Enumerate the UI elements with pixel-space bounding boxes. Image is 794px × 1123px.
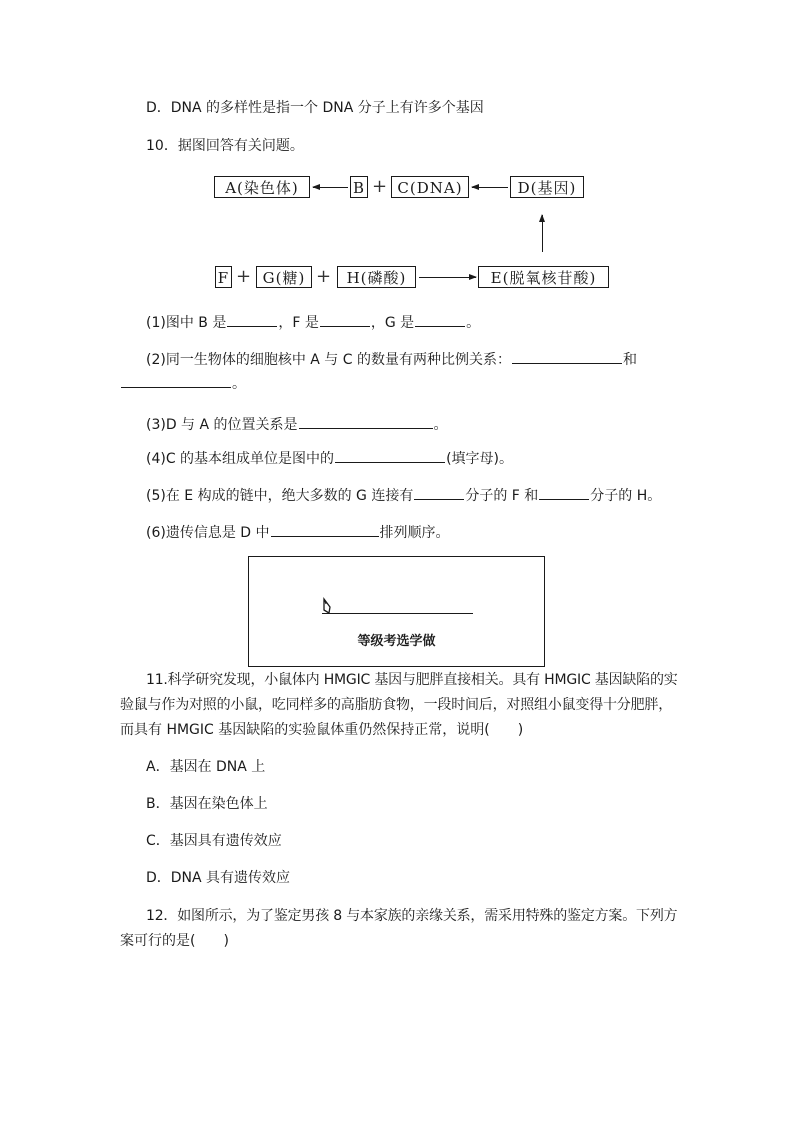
q10-sub2-cont bbox=[120, 372, 246, 394]
arrow-to-e bbox=[419, 277, 476, 278]
sub2-text-b: 和 bbox=[622, 352, 637, 368]
answer-blank-ratio2[interactable] bbox=[121, 372, 231, 388]
q10-sub3 bbox=[146, 413, 448, 435]
sub1-text-b: ，F 是 bbox=[278, 315, 319, 331]
q11-stem-line1: 11.科学研究发现，小鼠体内 HMGIC 基因与肥胖直接相关。具有 HMGIC 基因缺陷的实 bbox=[146, 672, 678, 688]
q10-sub2 bbox=[146, 348, 637, 370]
box-d-gene: D(基因) bbox=[510, 176, 584, 198]
sub2-text-c: 。 bbox=[232, 376, 246, 392]
q9-option-d[interactable]: D．DNA 的多样性是指一个 DNA 分子上有许多个基因 bbox=[146, 100, 484, 116]
answer-blank-sequence[interactable] bbox=[271, 521, 379, 537]
section-banner bbox=[248, 556, 545, 667]
q11-stem-line3: 而具有 HMGIC 基因缺陷的实验鼠体重仍然保持正常，说明( ) bbox=[120, 722, 524, 738]
q12-stem-line1: 12．如图所示，为了鉴定男孩 8 与本家族的亲缘关系，需采用特殊的鉴定方案。下列方 bbox=[146, 908, 678, 924]
q11-option-d[interactable]: D．DNA 具有遗传效应 bbox=[146, 870, 291, 886]
sub6-text-b: 排列顺序。 bbox=[379, 525, 450, 541]
box-b: B bbox=[350, 176, 368, 198]
sub1-text-d: 。 bbox=[466, 315, 481, 331]
q10-sub4 bbox=[146, 447, 513, 469]
arrow-b-to-a bbox=[313, 187, 348, 188]
sub4-text-b: (填字母)。 bbox=[446, 451, 513, 467]
box-h-phosphate: H(磷酸) bbox=[337, 266, 416, 288]
sub5-text-a: (5)在 E 构成的链中，绝大多数的 G 连接有 bbox=[146, 488, 414, 504]
box-f: F bbox=[215, 266, 232, 288]
sub1-text-c: ，G 是 bbox=[370, 315, 415, 331]
q11-stem-line2: 验鼠与作为对照的小鼠，吃同样多的高脂肪食物，一段时间后，对照组小鼠变得十分肥胖， bbox=[120, 697, 672, 713]
q10-sub6 bbox=[146, 521, 450, 543]
sub5-text-c: 分子的 H。 bbox=[590, 488, 662, 504]
arrow-e-to-d bbox=[542, 215, 543, 252]
pencil-icon bbox=[321, 597, 335, 619]
sub3-text-a: (3)D 与 A 的位置关系是 bbox=[146, 417, 298, 433]
q11-option-b[interactable]: B．基因在染色体上 bbox=[146, 796, 268, 812]
banner-label: 等级考选学做 bbox=[357, 634, 436, 649]
plus-sign: + bbox=[372, 176, 388, 197]
q10-sub5 bbox=[146, 484, 661, 506]
q11-option-a[interactable]: A．基因在 DNA 上 bbox=[146, 759, 266, 775]
plus-sign: + bbox=[236, 266, 252, 287]
box-a-chromosome: A(染色体) bbox=[214, 176, 310, 198]
sub2-text-a: (2)同一生物体的细胞核中 A 与 C 的数量有两种比例关系： bbox=[146, 352, 511, 368]
sub5-text-b: 分子的 F 和 bbox=[465, 488, 539, 504]
answer-blank-ratio1[interactable] bbox=[512, 348, 622, 364]
answer-blank-g[interactable] bbox=[415, 311, 465, 327]
answer-blank-h-count[interactable] bbox=[539, 484, 589, 500]
box-e-deoxynucleotide: E(脱氧核苷酸) bbox=[478, 266, 609, 288]
arrow-d-to-c bbox=[472, 187, 508, 188]
q11-option-c[interactable]: C．基因具有遗传效应 bbox=[146, 833, 282, 849]
sub3-text-b: 。 bbox=[433, 417, 448, 433]
box-c-dna: C(DNA) bbox=[391, 176, 469, 198]
sub6-text-a: (6)遗传信息是 D 中 bbox=[146, 525, 270, 541]
box-g-sugar: G(糖) bbox=[256, 266, 312, 288]
plus-sign: + bbox=[316, 266, 332, 287]
answer-blank-b[interactable] bbox=[227, 311, 277, 327]
answer-blank-f-count[interactable] bbox=[414, 484, 464, 500]
answer-blank-position[interactable] bbox=[299, 413, 433, 429]
sub1-text-a: (1)图中 B 是 bbox=[146, 315, 227, 331]
sub4-text-a: (4)C 的基本组成单位是图中的 bbox=[146, 451, 335, 467]
banner-rule bbox=[322, 613, 473, 614]
answer-blank-f[interactable] bbox=[320, 311, 370, 327]
q10-sub1 bbox=[146, 311, 480, 333]
q10-stem: 10．据图回答有关问题。 bbox=[146, 138, 304, 154]
q12-stem-line2: 案可行的是( ) bbox=[120, 933, 229, 949]
answer-blank-unit[interactable] bbox=[335, 447, 445, 463]
